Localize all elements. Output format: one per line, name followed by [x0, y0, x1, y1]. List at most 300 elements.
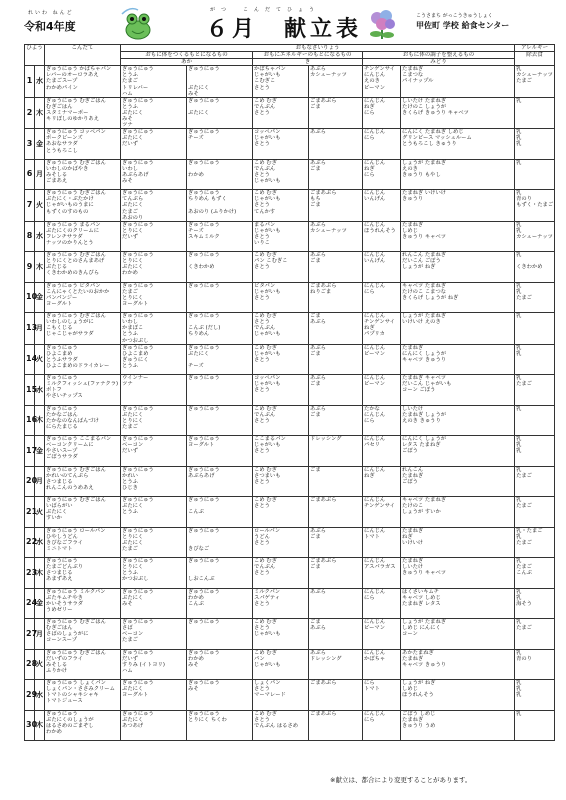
allergy-list-item: たまご	[516, 539, 532, 546]
aka-list-item: いわし	[122, 319, 138, 326]
allergy-list-item: 乳	[516, 594, 522, 601]
aka-list-item: ぎゅうにゅう	[122, 129, 154, 136]
dish-list	[45, 558, 121, 589]
dish-list-item: やさいチップス	[46, 393, 83, 400]
midori-list-2	[401, 313, 515, 344]
midori-list-item	[364, 601, 399, 607]
aka-list-2	[187, 405, 253, 436]
ki-list-item: まるパン	[254, 221, 276, 228]
aka-list-2-item	[188, 448, 251, 454]
ki-list-2	[309, 344, 363, 375]
midori-list	[363, 375, 401, 406]
dish-list-item: キリぼしのゆかりあえ	[46, 116, 99, 123]
dish-list	[45, 282, 121, 313]
dish-list	[45, 497, 121, 528]
aka-list-item: あおのり	[122, 214, 144, 221]
dish-list-item: いばらがい	[46, 503, 73, 510]
ki-list-item: さとう	[254, 84, 270, 91]
aka-list-item: ぎゅうにゅう	[122, 97, 154, 104]
ki-list-item: じゃがいも	[254, 442, 281, 449]
ki-list-item: さとう	[254, 503, 270, 510]
dish-list-item: たかなのなんばんづけ	[46, 417, 99, 424]
allergy-list-item: 乳	[516, 282, 522, 289]
midori-list-2-item: にんにく しょうが	[402, 436, 447, 443]
aka-list-2	[187, 97, 253, 128]
aka-list-item: ぎゅうにゅう	[122, 159, 154, 166]
ki-list-item: でんぷん	[254, 325, 276, 332]
ki-list-item: こめ むぎ	[254, 405, 277, 412]
ki-list-2	[309, 405, 363, 436]
dish-list-item: ポークビーンズ	[46, 135, 83, 142]
ki-list-item: さとう	[254, 264, 270, 271]
midori-list-item	[364, 178, 399, 184]
aka-list-2	[187, 159, 253, 190]
midori-list-2-item: たまねぎ いけいけ	[402, 190, 447, 197]
ki-list-2-item: あぶら	[310, 375, 326, 382]
dish-list-item: ぎゅうにゅう むぎごはん	[46, 97, 106, 104]
dish-list-item: すいか	[46, 515, 62, 522]
midori-list-item: にんじん	[364, 558, 386, 565]
dish-list-item: きびなごフライ	[46, 539, 83, 546]
aka-list-item: だいず	[122, 448, 138, 455]
dish-list	[45, 375, 121, 406]
day-date: 22	[25, 527, 35, 558]
midori-list-item	[364, 264, 399, 270]
aka-list-item: だいず	[122, 655, 138, 662]
ki-list-item: さとう	[254, 448, 270, 455]
dish-list-item: はるさめのごまぞし	[46, 722, 94, 729]
aka-list-item	[122, 387, 185, 393]
midori-list-2-item: はくさいキムチ	[402, 588, 439, 595]
dish-list-item: さつまじる	[46, 478, 73, 485]
day-date: 6	[25, 159, 35, 190]
allergy-list	[515, 97, 555, 128]
dish-list	[45, 344, 121, 375]
ki-list-2-item	[310, 662, 361, 668]
midori-list-2-item: たけのこ しょうが	[402, 103, 447, 110]
ki-list-item: こめ むぎ	[254, 710, 277, 717]
aka-list-item: ベーコン	[122, 631, 144, 638]
midori-list	[363, 405, 401, 436]
midori-list-item: かぼちゃ	[364, 655, 386, 662]
allergy-list-item: こんぶ	[516, 570, 532, 577]
aka-list-item: ぶたにく	[122, 264, 144, 271]
dish-list	[45, 405, 121, 436]
midori-list-item: えのき	[364, 78, 380, 85]
dish-list-item: とうもろこし	[46, 147, 78, 154]
ki-list-2	[309, 221, 363, 252]
midori-list-item: ねぎ	[364, 103, 375, 110]
midori-list-2-item: いけいけ えのき	[402, 319, 441, 326]
dish-list	[45, 588, 121, 619]
midori-list-item	[364, 387, 399, 393]
allergy-list-item: 乳	[516, 159, 522, 166]
allergy-list	[515, 375, 555, 406]
allergy-list-item	[516, 357, 553, 363]
aka-list-2-item	[188, 637, 251, 643]
aka-list-2-item: チーズ	[188, 227, 204, 234]
midori-list-2-item	[402, 85, 513, 91]
day-row	[25, 344, 555, 375]
midori-list-item	[364, 540, 399, 546]
aka-list-item: ぎゅうにゅう	[122, 282, 154, 289]
ki-list-2-item: ごま	[310, 258, 321, 265]
dish-list-item: ぎゅうにゅう ビタパン	[46, 282, 101, 289]
ki-list-item: でんぷん	[254, 103, 276, 110]
ki-list-item: さとう	[254, 417, 270, 424]
aka-list-item: ぎゅうにく	[122, 356, 149, 363]
aka-list-2-item: みそ	[188, 686, 199, 693]
midori-list-2-item: たまねぎ	[402, 66, 424, 73]
aka-list	[121, 221, 187, 252]
aka-list-2-item	[188, 301, 251, 307]
aka-list-2-item	[188, 141, 251, 147]
dish-list-item: じゃがいものうまに	[46, 202, 94, 209]
aka-list-item: とりにく	[122, 294, 144, 301]
dish-list-item: ぶたにくのしょうが	[46, 716, 94, 723]
ki-list-2-item: ねりごま	[310, 288, 332, 295]
allergy-list-item: 乳	[516, 680, 522, 687]
aka-list-2	[187, 375, 253, 406]
midori-list-2-item: こまつな	[402, 72, 424, 79]
dish-list-item: むぎごはん	[46, 625, 73, 632]
day-weekday: 火	[35, 649, 45, 680]
allergy-list-item: 乳	[516, 221, 522, 228]
midori-list-item: にんじん	[364, 436, 386, 443]
midori-list-2-item: たけのこ	[402, 503, 424, 510]
aka-list-2	[187, 252, 253, 283]
page-title: ６月 献立表	[206, 17, 363, 42]
aka-list	[121, 710, 187, 741]
midori-list-2-item: だいこん じゃがいも	[402, 381, 452, 388]
aka-list-item: ぎゅうにゅう	[122, 588, 154, 595]
ki-list-item: コッペパン	[254, 129, 281, 136]
allergy-list-item: 乳	[516, 448, 522, 455]
ki-list-item: さとう	[254, 570, 270, 577]
aka-list	[121, 436, 187, 467]
allergy-list	[515, 527, 555, 558]
ki-list-2-item	[310, 363, 361, 369]
dish-list-item: コーンスープ	[46, 637, 78, 644]
day-weekday: 金	[35, 282, 45, 313]
midori-list-item: にんじん	[364, 159, 386, 166]
aka-list-2-item: ぎゅうにゅう	[188, 375, 220, 382]
dish-list-item: フレンチサラダ	[46, 233, 83, 240]
midori-list-2-item: しょうが すいか	[402, 509, 441, 516]
ki-list-2	[309, 588, 363, 619]
aka-list-item: ヨーグルト	[122, 300, 149, 307]
aka-list-2	[187, 497, 253, 528]
ki-list-item	[254, 363, 307, 369]
aka-list-2-item: ぎゅうにゅう	[188, 190, 220, 197]
midori-list-2	[401, 588, 515, 619]
aka-list-2	[187, 129, 253, 160]
allergy-list	[515, 282, 555, 313]
dish-list-item: たまごどんぶり	[46, 564, 84, 571]
ki-list-2-item: ごまあぶら	[310, 282, 337, 289]
midori-list-2	[401, 680, 515, 711]
ki-list-item: じゃがいも	[254, 178, 281, 184]
midori-list-item: ねぎ	[364, 472, 375, 479]
midori-list	[363, 710, 401, 741]
midori-list-item: ピーマン	[364, 350, 385, 357]
midori-list-2-item: しょうが たまねぎ	[402, 159, 447, 166]
aka-list	[121, 129, 187, 160]
midori-list	[363, 344, 401, 375]
dish-list	[45, 252, 121, 283]
ki-list-2	[309, 527, 363, 558]
allergy-list-item: 乳	[516, 129, 522, 136]
midori-list-2-item: コーン	[402, 631, 418, 638]
allergy-list-item: 乳	[516, 375, 522, 382]
midori-list-item: にんじん	[364, 72, 386, 79]
day-row	[25, 282, 555, 313]
aka-list-2-item: ぎゅうにゅう	[188, 619, 220, 626]
ki-list-2-item: ごま	[310, 564, 321, 571]
midori-list-item: にんじん	[364, 221, 386, 228]
allergy-list-item: 乳	[516, 442, 522, 449]
dish-list-item: ぎゅうにゅう ロールパン	[46, 527, 106, 534]
ki-list-2-item: あぶら	[310, 129, 326, 136]
dish-list-item: ごまあえ	[46, 178, 68, 184]
ki-list-item	[254, 515, 307, 521]
ki-list-item: さとう	[254, 686, 270, 693]
midori-list-item: にんじん	[364, 282, 386, 289]
aka-list-2	[187, 190, 253, 221]
ki-list-item: こめ むぎ	[254, 619, 277, 626]
aka-list-item: かつおぶし	[122, 576, 149, 583]
midori-list-2-item: たまねぎ	[402, 655, 424, 662]
ki-list-2-item	[310, 631, 361, 637]
dish-list-item: ぎゅうにゅう むぎごはん	[46, 466, 106, 473]
midori-list-2-item: しめじ にんにく	[402, 625, 441, 632]
ki-list	[253, 436, 309, 467]
aka-list-item: ぎゅうにゅう	[122, 680, 154, 687]
aka-list-item: かれい	[122, 472, 138, 479]
midori-list-item	[364, 479, 399, 485]
dish-list-item: やさいスープ	[46, 448, 78, 455]
menu-table	[24, 44, 555, 741]
dish-list	[45, 680, 121, 711]
ki-list-item: こむぎこ	[254, 78, 276, 85]
day-row	[25, 710, 555, 741]
day-weekday: 火	[35, 497, 45, 528]
aka-list	[121, 190, 187, 221]
midori-list-item: にんじん	[364, 527, 386, 534]
dish-list-item: ひよこまめのドライカレー	[46, 362, 110, 369]
midori-list-item: にんじん	[364, 619, 386, 626]
dish-list	[45, 159, 121, 190]
day-date: 1	[25, 66, 35, 97]
aka-list-2	[187, 680, 253, 711]
allergy-list	[515, 436, 555, 467]
allergy-list	[515, 588, 555, 619]
aka-list-item: ぶたにく	[122, 716, 144, 723]
day-weekday: 水	[35, 680, 45, 711]
aka-list-item: てんぷら	[122, 196, 144, 203]
aka-list-2-item: ぎゅうにゅう	[188, 405, 220, 412]
ki-list	[253, 710, 309, 741]
ki-list-item: こめ むぎ	[254, 344, 277, 351]
aka-list	[121, 405, 187, 436]
day-row	[25, 97, 555, 128]
aka-list-2-item: スキムミルク	[188, 233, 220, 240]
midori-list-2	[401, 649, 515, 680]
allergy-list-item	[516, 662, 553, 668]
aka-list-2-item: ぎゅうにゅう	[188, 129, 220, 136]
dish-list-item: ぶたにく・ぶたかけ	[46, 196, 94, 203]
day-row	[25, 129, 555, 160]
aka-list-2-item: わかめ	[188, 594, 204, 601]
ki-list	[253, 190, 309, 221]
midori-list-2-item	[402, 363, 513, 369]
midori-list-2-item: きゅうり キャベツ	[402, 570, 447, 577]
title-ruby: がつ こんだてひょう	[210, 7, 321, 13]
dish-list-item: ぎゅうにゅう まるパン	[46, 221, 101, 228]
midori-list-item: トマト	[364, 686, 380, 693]
aka-list-2	[187, 66, 253, 97]
day-weekday: 金	[35, 588, 45, 619]
aka-list-item: ぎゅうにゅう	[122, 221, 154, 228]
midori-list	[363, 313, 401, 344]
midori-list-2	[401, 159, 515, 190]
ki-list-item: さとう	[254, 141, 270, 148]
aka-list-2-item	[188, 122, 251, 128]
allergy-list-item	[516, 509, 553, 515]
dish-list-item: ぶたじる	[46, 264, 68, 271]
allergy-list-item: 乳	[516, 344, 522, 351]
dish-list-item: かいそうサラダ	[46, 600, 84, 607]
aka-list-item: ぎゅうにゅう	[122, 497, 154, 504]
midori-list-item	[364, 363, 399, 369]
allergy-list-item: 乳	[516, 533, 522, 540]
ingredients-header: おもなざいりょう	[121, 45, 515, 52]
ki-list-2-item	[310, 540, 361, 546]
ki-list-2	[309, 375, 363, 406]
aka-list-item: ぶたにく	[122, 594, 144, 601]
aka-list-2-item: みそ	[188, 661, 199, 668]
day-row	[25, 527, 555, 558]
midori-list-item: いんげん	[364, 196, 386, 203]
ki-list-item: じゃがいも	[254, 288, 281, 295]
dish-list-item: ぎゅうにゅう むぎごはん	[46, 619, 106, 626]
ki-list	[253, 159, 309, 190]
aka-list	[121, 649, 187, 680]
dish-list-item: いわしのかばやき	[46, 165, 89, 172]
midori-list-item: チンゲンサイ	[364, 503, 395, 510]
midori-list	[363, 680, 401, 711]
ki-list-2	[309, 680, 363, 711]
day-date: 16	[25, 405, 35, 436]
dish-list-item: にらたまじる	[46, 423, 78, 430]
allergy-list	[515, 344, 555, 375]
midori-list-2-item: キャベツ きゅうり	[402, 661, 447, 668]
aka-list-item: ぎゅうにゅう	[122, 710, 154, 717]
midori-list-2-item: ごぼう	[402, 478, 418, 485]
allergy-list-item	[516, 110, 553, 116]
midori-list-2	[401, 527, 515, 558]
dish-list	[45, 97, 121, 128]
aka-list-item: ぶたにく	[122, 411, 144, 418]
allergy-list-item: 乳	[516, 497, 522, 504]
allergy-list-item: 乳	[516, 436, 522, 443]
midori-list-2-item: きゅうり うめ	[402, 722, 436, 729]
aka-list-item: とうふ	[122, 331, 138, 338]
day-weekday: 木	[35, 710, 45, 741]
ki-list-item: さとう	[254, 625, 270, 632]
midori-list-item	[364, 448, 399, 454]
ki-list-2-item: あぶら	[310, 649, 326, 656]
day-weekday: 火	[35, 190, 45, 221]
dish-list-item: ナッツのかりんとう	[46, 239, 94, 246]
aka-list-item: ぎゅうにゅう	[122, 619, 154, 626]
allergy-list-item: 乳	[516, 692, 522, 699]
dish-list-item: とりにくとのさんまあげ	[46, 258, 105, 265]
allergy-list-item: 乳	[516, 405, 522, 412]
ki-list-2-item	[310, 570, 361, 576]
day-weekday: 木	[35, 252, 45, 283]
aka-list	[121, 313, 187, 344]
midori-list-2-item: たまねぎ	[402, 344, 424, 351]
midori-list-item: チンゲンサイ	[364, 66, 395, 73]
dish-list-item: ぎゅうにゅう コッペパン	[46, 129, 106, 136]
allergy-list-item: 乳	[516, 252, 522, 259]
midori-list-item: トマト	[364, 533, 380, 540]
aka-list-item: たまご	[122, 78, 138, 85]
ki-list-item: じゃがいも	[254, 72, 281, 79]
dish-list-item: ミルクフィッシュ(ファナクラ)	[46, 381, 119, 388]
ki-list-item: てんかす	[254, 208, 276, 215]
ki-list-2	[309, 129, 363, 160]
midori-list-item: チンゲンサイ	[364, 319, 395, 326]
aka-list-2-item: きびなご	[188, 545, 210, 552]
ki-list-item: こめ むぎ	[254, 313, 277, 320]
ki-list-2-item	[310, 270, 361, 276]
midori-list-item: にんじん	[364, 252, 386, 259]
aka-list	[121, 97, 187, 128]
day-row	[25, 680, 555, 711]
ki-list-item: さとう	[254, 202, 270, 209]
midori-list	[363, 558, 401, 589]
aka-list-2-item: ぎゅうにゅう	[188, 558, 220, 565]
dish-list-item: ミニトマト	[46, 545, 73, 552]
dish-list-item: ぶたにく	[46, 509, 68, 516]
ki-list-2	[309, 466, 363, 497]
day-weekday: 金	[35, 436, 45, 467]
aka-list-item: ひじき	[122, 484, 138, 491]
ki-list-item: でんぷん	[254, 165, 276, 172]
midori-list	[363, 497, 401, 528]
dish-list-item: ひよこまめ	[46, 350, 73, 357]
aka-list-2-item: あぶらあげ	[188, 472, 215, 479]
ki-list-2-item	[310, 479, 361, 485]
midori-list-2-item: ほうれんそう	[402, 692, 434, 699]
allergy-list	[515, 129, 555, 160]
aka-list-2-item: しおこんぶ	[188, 576, 215, 583]
ki-list-2-item: ごまあぶら	[310, 497, 337, 504]
aka-list-item: ぎゅうにゅう	[122, 527, 154, 534]
midori-list-2-item: あかたまねぎ	[402, 649, 434, 656]
ki-list	[253, 527, 309, 558]
aka-list-2-item: ぎゅうにゅう	[188, 344, 220, 351]
midori-list-item	[364, 570, 399, 576]
aka-list-item: とうふ	[122, 72, 138, 79]
midori-list-2-item: にんにく しょうが	[402, 350, 447, 357]
midori-list-item: いんげん	[364, 258, 386, 265]
midori-header: みどり	[363, 59, 515, 66]
midori-list-item: パセリ	[364, 442, 380, 449]
midori-list-2-item: きゅうり	[402, 196, 424, 203]
